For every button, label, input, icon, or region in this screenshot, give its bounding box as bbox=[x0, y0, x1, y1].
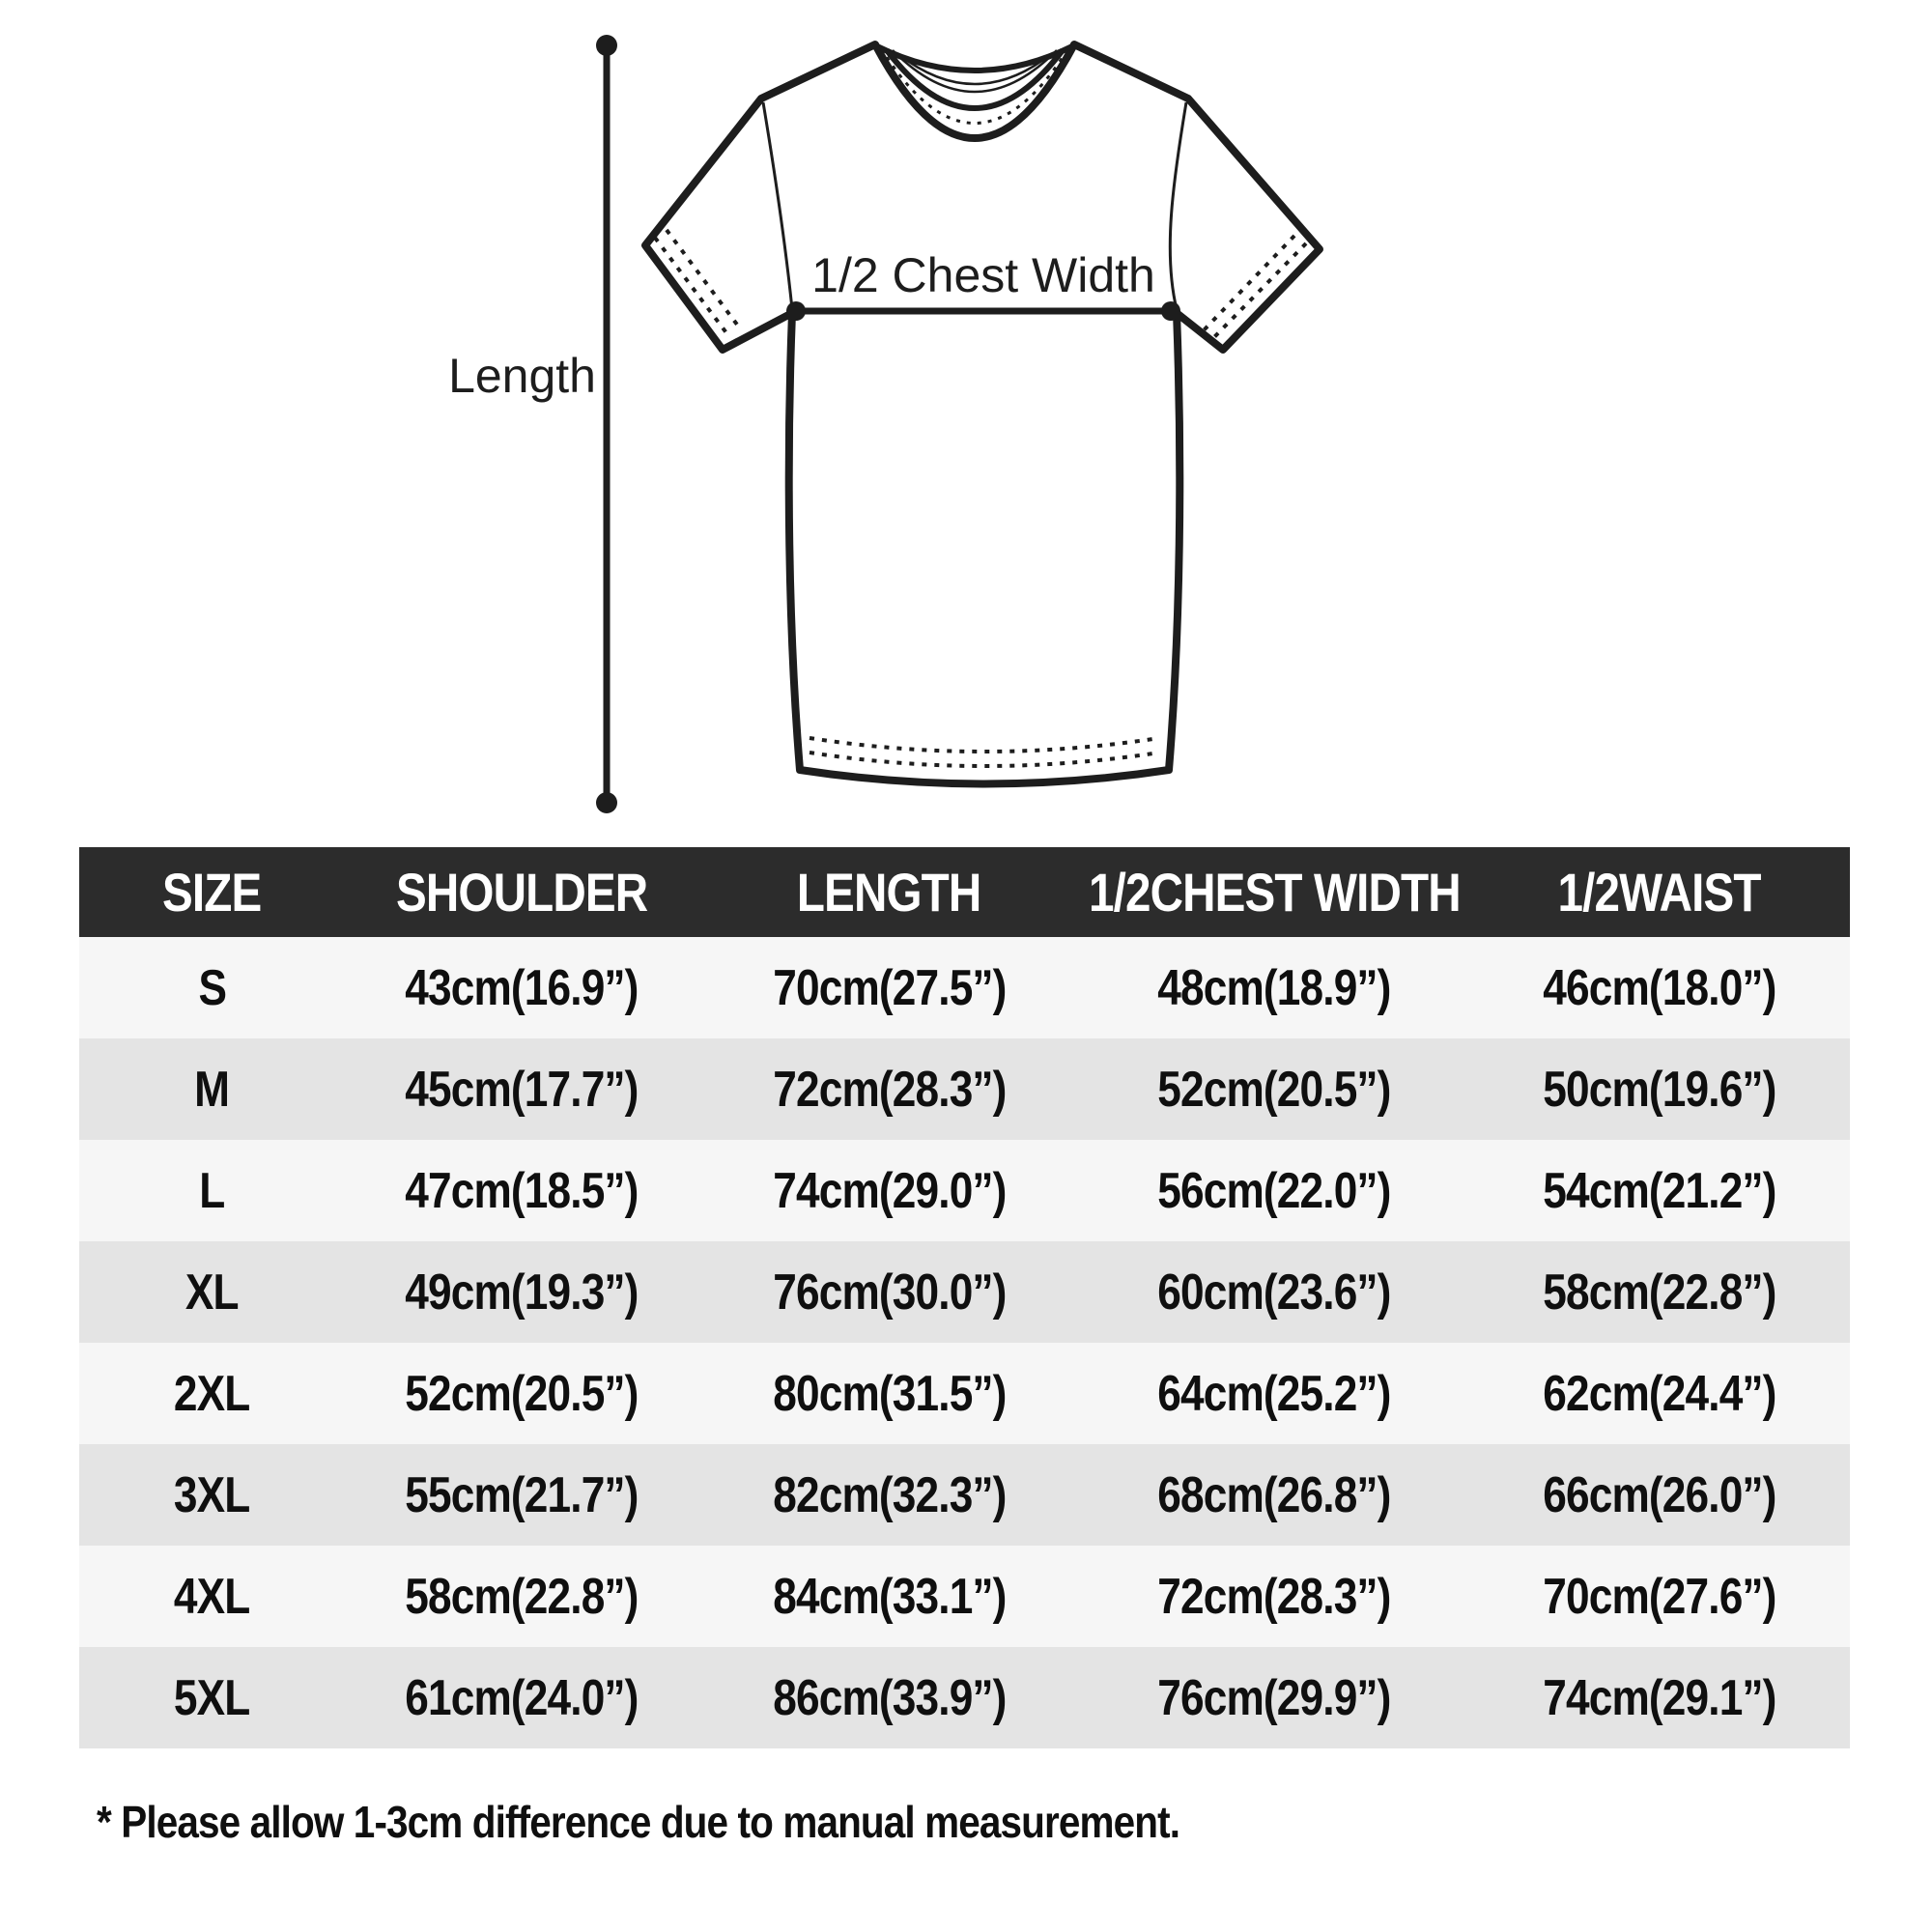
size-value: S bbox=[198, 959, 226, 1016]
cell-chest bbox=[1080, 937, 1469, 1038]
tshirt-outline bbox=[645, 44, 1320, 784]
waist-value: 62cm(24.4”) bbox=[1543, 1365, 1776, 1422]
cell-size bbox=[79, 1546, 345, 1647]
cell-length bbox=[699, 1038, 1080, 1140]
tshirt-measurement-diagram bbox=[0, 0, 1932, 850]
table-row-4xl bbox=[79, 1546, 1850, 1647]
cell-length bbox=[699, 937, 1080, 1038]
chest-value: 48cm(18.9”) bbox=[1157, 959, 1391, 1016]
header-shoulder-label: SHOULDER bbox=[396, 862, 648, 923]
length-value: 80cm(31.5”) bbox=[772, 1365, 1007, 1422]
length-value: 84cm(33.1”) bbox=[772, 1568, 1007, 1625]
cell-chest bbox=[1080, 1343, 1469, 1444]
cell-length bbox=[699, 1140, 1080, 1241]
measurement-footnote-text: * Please allow 1-3cm difference due to manual measurement. bbox=[97, 1797, 1180, 1847]
length-value: 82cm(32.3”) bbox=[772, 1466, 1007, 1523]
waist-value: 54cm(21.2”) bbox=[1543, 1162, 1776, 1219]
table-row-5xl bbox=[79, 1647, 1850, 1748]
cell-length bbox=[699, 1241, 1080, 1343]
size-table bbox=[79, 847, 1850, 1748]
length-line-top-dot bbox=[596, 35, 617, 56]
length-value: 76cm(30.0”) bbox=[772, 1264, 1007, 1321]
table-row-l bbox=[79, 1140, 1850, 1241]
cell-shoulder bbox=[345, 1343, 699, 1444]
waist-value: 70cm(27.6”) bbox=[1543, 1568, 1776, 1625]
size-value: 5XL bbox=[174, 1669, 250, 1726]
cell-length bbox=[699, 1343, 1080, 1444]
header-size bbox=[79, 847, 345, 937]
table-header-row bbox=[79, 847, 1850, 937]
cell-waist bbox=[1469, 1038, 1850, 1140]
chest-width-label: 1/2 Chest Width bbox=[811, 248, 1155, 302]
table-row-m bbox=[79, 1038, 1850, 1140]
cell-chest bbox=[1080, 1140, 1469, 1241]
chest-value: 64cm(25.2”) bbox=[1157, 1365, 1391, 1422]
chest-value: 60cm(23.6”) bbox=[1157, 1264, 1391, 1321]
size-value: M bbox=[194, 1061, 230, 1118]
header-waist-label: 1/2WAIST bbox=[1557, 862, 1761, 923]
cell-waist bbox=[1469, 937, 1850, 1038]
length-label: Length bbox=[448, 349, 596, 403]
shoulder-value: 61cm(24.0”) bbox=[405, 1669, 639, 1726]
cell-shoulder bbox=[345, 1647, 699, 1748]
shoulder-value: 58cm(22.8”) bbox=[405, 1568, 639, 1625]
cell-shoulder bbox=[345, 1140, 699, 1241]
shoulder-value: 55cm(21.7”) bbox=[405, 1466, 639, 1523]
length-line-bottom-dot bbox=[596, 792, 617, 813]
size-value: 4XL bbox=[174, 1568, 250, 1625]
cell-waist bbox=[1469, 1444, 1850, 1546]
header-chest-label: 1/2CHEST WIDTH bbox=[1088, 862, 1461, 923]
size-value: XL bbox=[185, 1264, 239, 1321]
header-waist bbox=[1469, 847, 1850, 937]
cell-size bbox=[79, 1241, 345, 1343]
chest-line-right-dot bbox=[1161, 301, 1180, 321]
chest-line-left-dot bbox=[786, 301, 806, 321]
shoulder-value: 45cm(17.7”) bbox=[405, 1061, 639, 1118]
cell-waist bbox=[1469, 1546, 1850, 1647]
header-chest bbox=[1080, 847, 1469, 937]
waist-value: 50cm(19.6”) bbox=[1543, 1061, 1776, 1118]
cell-waist bbox=[1469, 1140, 1850, 1241]
cell-chest bbox=[1080, 1444, 1469, 1546]
cell-chest bbox=[1080, 1241, 1469, 1343]
cell-size bbox=[79, 1444, 345, 1546]
chest-value: 56cm(22.0”) bbox=[1157, 1162, 1391, 1219]
cell-waist bbox=[1469, 1647, 1850, 1748]
shoulder-value: 47cm(18.5”) bbox=[405, 1162, 639, 1219]
header-length-label: LENGTH bbox=[797, 862, 981, 923]
cell-size bbox=[79, 1647, 345, 1748]
shoulder-value: 52cm(20.5”) bbox=[405, 1365, 639, 1422]
waist-value: 58cm(22.8”) bbox=[1543, 1264, 1776, 1321]
chest-value: 52cm(20.5”) bbox=[1157, 1061, 1391, 1118]
chest-value: 68cm(26.8”) bbox=[1157, 1466, 1391, 1523]
waist-value: 46cm(18.0”) bbox=[1543, 959, 1776, 1016]
waist-value: 74cm(29.1”) bbox=[1543, 1669, 1776, 1726]
header-length bbox=[699, 847, 1080, 937]
header-shoulder bbox=[345, 847, 699, 937]
table-row-xl bbox=[79, 1241, 1850, 1343]
shoulder-value: 49cm(19.3”) bbox=[405, 1264, 639, 1321]
cell-chest bbox=[1080, 1546, 1469, 1647]
table-row-s bbox=[79, 937, 1850, 1038]
cell-waist bbox=[1469, 1241, 1850, 1343]
cell-length bbox=[699, 1444, 1080, 1546]
cell-shoulder bbox=[345, 1444, 699, 1546]
cell-waist bbox=[1469, 1343, 1850, 1444]
cell-shoulder bbox=[345, 1241, 699, 1343]
size-value: L bbox=[199, 1162, 225, 1219]
cell-length bbox=[699, 1546, 1080, 1647]
table-row-3xl bbox=[79, 1444, 1850, 1546]
size-value: 2XL bbox=[174, 1365, 250, 1422]
table-row-2xl bbox=[79, 1343, 1850, 1444]
header-size-label: SIZE bbox=[162, 862, 262, 923]
cell-chest bbox=[1080, 1647, 1469, 1748]
cell-chest bbox=[1080, 1038, 1469, 1140]
cell-size bbox=[79, 1343, 345, 1444]
length-value: 72cm(28.3”) bbox=[772, 1061, 1007, 1118]
waist-value: 66cm(26.0”) bbox=[1543, 1466, 1776, 1523]
chest-value: 76cm(29.9”) bbox=[1157, 1669, 1391, 1726]
cell-size bbox=[79, 937, 345, 1038]
shoulder-value: 43cm(16.9”) bbox=[405, 959, 639, 1016]
size-value: 3XL bbox=[174, 1466, 250, 1523]
chest-value: 72cm(28.3”) bbox=[1157, 1568, 1391, 1625]
cell-size bbox=[79, 1140, 345, 1241]
length-value: 74cm(29.0”) bbox=[772, 1162, 1007, 1219]
cell-shoulder bbox=[345, 937, 699, 1038]
cell-shoulder bbox=[345, 1546, 699, 1647]
measurement-footnote bbox=[97, 1793, 1327, 1851]
length-value: 70cm(27.5”) bbox=[772, 959, 1007, 1016]
length-value: 86cm(33.9”) bbox=[772, 1669, 1007, 1726]
cell-size bbox=[79, 1038, 345, 1140]
cell-shoulder bbox=[345, 1038, 699, 1140]
cell-length bbox=[699, 1647, 1080, 1748]
length-measure-line bbox=[596, 35, 617, 813]
